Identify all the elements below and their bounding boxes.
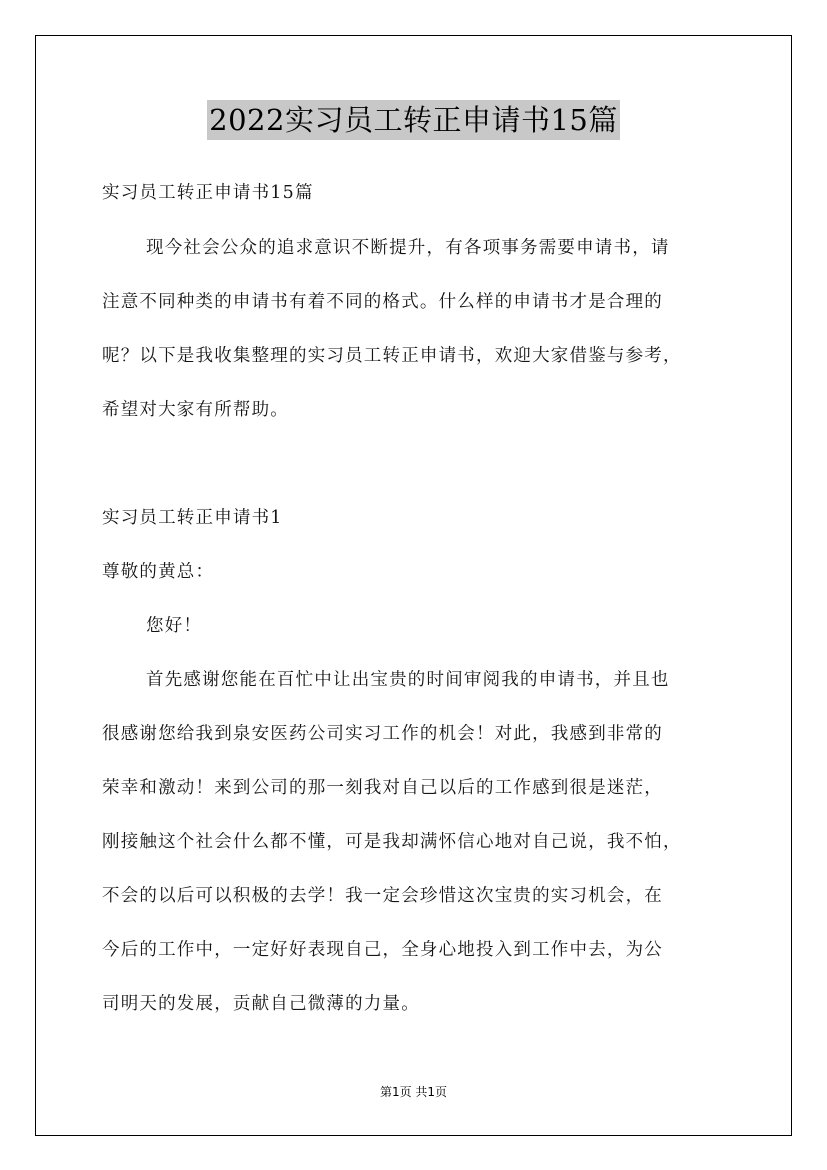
body-line: 荣幸和激动！来到公司的那一刻我对自己以后的工作感到很是迷茫， <box>102 778 663 798</box>
intro-line: 注意不同种类的申请书有着不同的格式。什么样的申请书才是合理的 <box>102 292 663 312</box>
salutation: 尊敬的黄总： <box>102 562 215 582</box>
body-line: 很感谢您给我到泉安医药公司实习工作的机会！对此，我感到非常的 <box>102 724 663 744</box>
intro-line: 呢？以下是我收集整理的实习员工转正申请书，欢迎大家借鉴与参考， <box>102 346 682 366</box>
intro-line: 现今社会公众的追求意识不断提升，有各项事务需要申请书，请 <box>146 238 670 258</box>
body-line: 司明天的发展，贡献自己微薄的力量。 <box>102 994 420 1014</box>
section-heading: 实习员工转正申请书1 <box>102 508 283 528</box>
body-line: 今后的工作中，一定好好表现自己，全身心地投入到工作中去，为公 <box>102 940 663 960</box>
body-line: 不会的以后可以积极的去学！我一定会珍惜这次宝贵的实习机会，在 <box>102 886 663 906</box>
body-line: 刚接触这个社会什么都不懂，可是我却满怀信心地对自己说，我不怕， <box>102 832 682 852</box>
body-line: 首先感谢您能在百忙中让出宝贵的时间审阅我的申请书，并且也 <box>146 670 670 690</box>
subtitle: 实习员工转正申请书15篇 <box>102 183 314 203</box>
greeting: 您好！ <box>146 616 203 636</box>
page-number: 第1页 共1页 <box>379 1085 448 1099</box>
intro-line: 希望对大家有所帮助。 <box>102 400 289 420</box>
title-container <box>0 100 827 140</box>
document-title: 2022实习员工转正申请书15篇 <box>207 100 620 140</box>
